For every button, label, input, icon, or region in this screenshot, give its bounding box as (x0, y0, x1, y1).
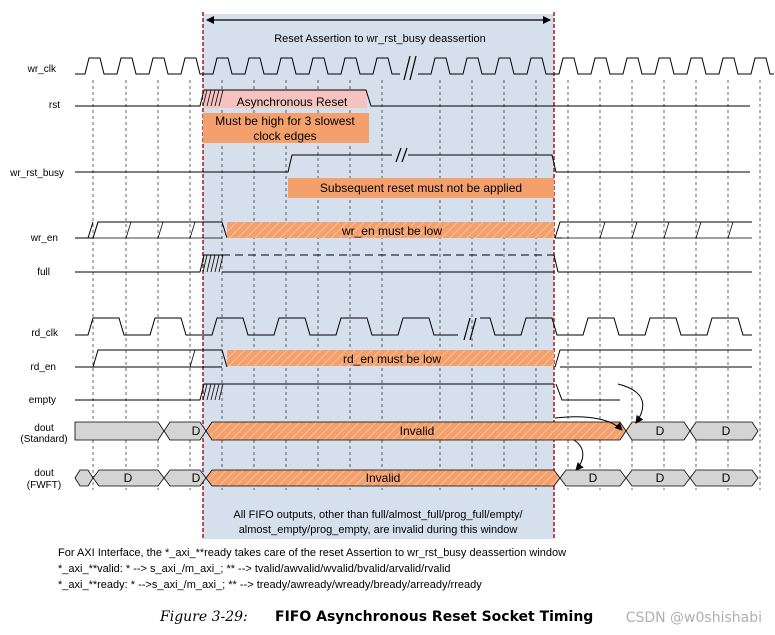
dout-std-segment-pre (75, 422, 164, 440)
outputs-note-line1: All FIFO outputs, other than full/almost_full/prog_full/empty/ (233, 509, 523, 521)
signal-rd-en: rd_en (30, 362, 56, 373)
axi-note-3: *_axi_**ready: * -->s_axi_/m_axi_; ** --> tready/awready/wready/bready/arready/rready (58, 579, 482, 591)
signal-dout-fwft: dout (34, 468, 54, 479)
signal-dout-fwft-mode: (FWFT) (26, 480, 62, 491)
subsequent-reset-label: Subsequent reset must not be applied (319, 181, 523, 195)
axi-note-2: *_axi_**valid: * --> s_axi_/m_axi_; ** --> tvalid/awvalid/wvalid/bvalid/arvalid/rvalid (58, 563, 451, 575)
must-be-high-line1: Must be high for 3 slowest (215, 114, 355, 128)
dout-fwft-d1: D (123, 471, 133, 485)
dout-fwft-d2: D (191, 471, 201, 485)
dout-std-d2: D (655, 424, 665, 438)
rdclk-to-dout-fwft-arrow (574, 440, 583, 470)
dout-fwft-d5: D (721, 471, 731, 485)
signal-rd-clk: rd_clk (31, 328, 58, 339)
signal-empty: empty (28, 395, 56, 406)
caption-title: FIFO Asynchronous Reset Socket Timing (275, 609, 594, 625)
dout-std-d1: D (191, 424, 201, 438)
signal-dout-std: dout (34, 423, 54, 434)
full-resolve-edge (554, 255, 558, 272)
rd-en-bus-edges (190, 350, 195, 367)
dout-fwft-segment-1 (75, 470, 93, 486)
signal-labels (9, 64, 68, 491)
wr-en-low-label: wr_en must be low (341, 224, 443, 238)
window-label: Reset Assertion to wr_rst_busy deassertion (274, 33, 486, 45)
dout-std-invalid-label: Invalid (399, 424, 435, 438)
empty-to-dout-std-arrow (618, 384, 643, 423)
caption-number: Figure 3-29: (160, 609, 248, 625)
dout-fwft-d3: D (588, 471, 598, 485)
async-reset-label: Asynchronous Reset (236, 95, 348, 109)
signal-dout-std-mode: (Standard) (20, 434, 68, 445)
signal-wr-en: wr_en (30, 233, 58, 244)
axi-note-1: For AXI Interface, the *_axi_**ready takes care of the reset Assertion to wr_rst_busy deassertion window (58, 547, 567, 559)
dout-fwft-d4: D (655, 471, 665, 485)
signal-wr-clk: wr_clk (27, 64, 56, 75)
dout-fwft-invalid-label: Invalid (365, 471, 401, 485)
full-waveform (75, 255, 222, 272)
must-be-high-line2: clock edges (253, 129, 317, 143)
signal-wr-rst-busy: wr_rst_busy (10, 168, 64, 179)
rd-en-low-label: rd_en must be low (342, 352, 442, 366)
watermark: CSDN @w0shishabi (625, 610, 762, 626)
outputs-note-line2: almost_empty/prog_empty, are invalid during this window (238, 524, 518, 536)
signal-full: full (37, 267, 50, 278)
signal-rst: rst (48, 100, 60, 111)
dout-std-d3: D (721, 424, 731, 438)
